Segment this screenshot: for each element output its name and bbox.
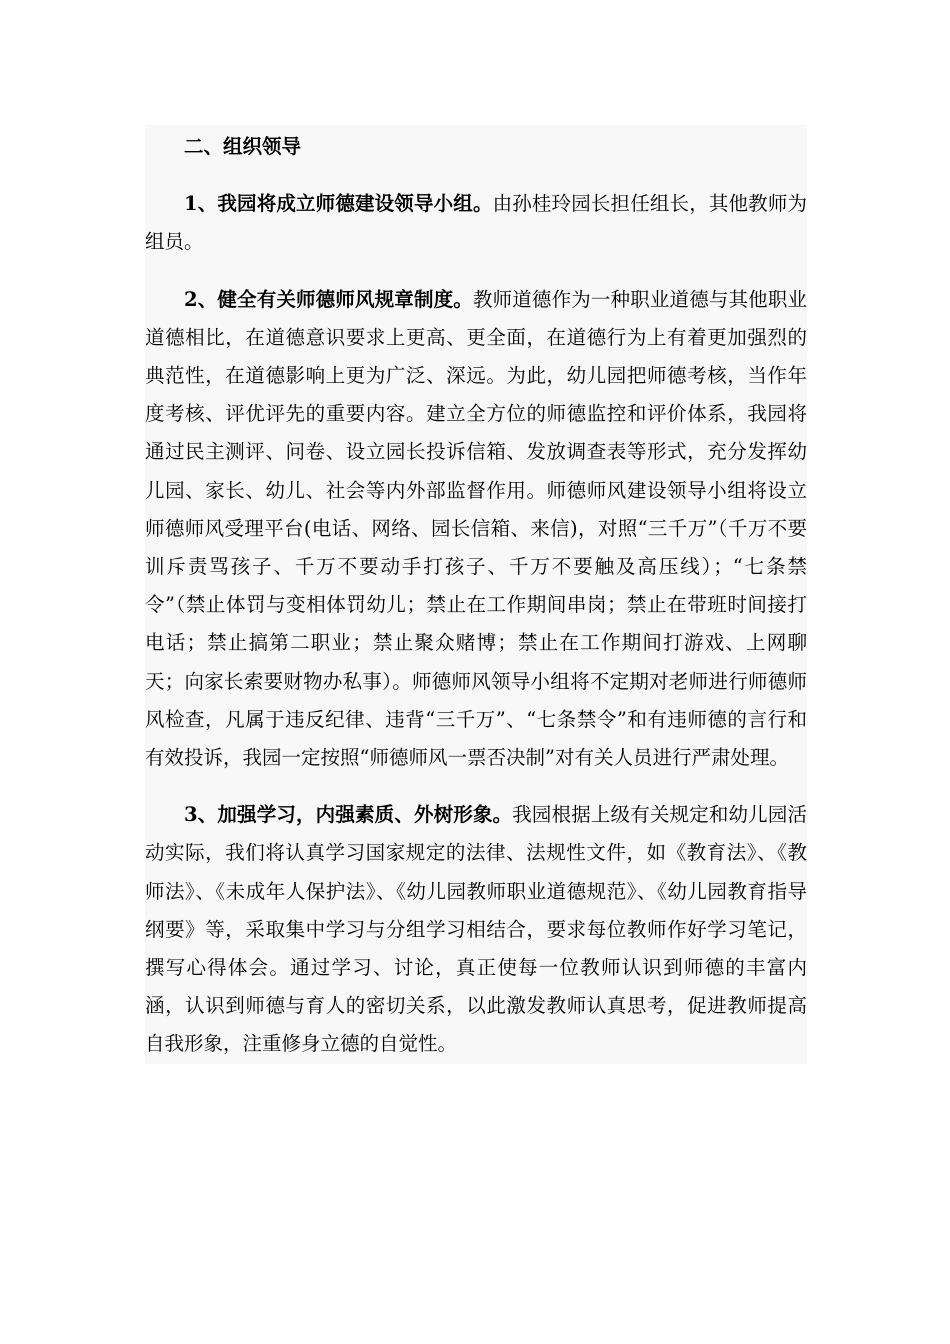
paragraph-rules-system bbox=[145, 281, 807, 778]
paragraph-study bbox=[145, 796, 807, 1063]
section-heading: 二、组织领导 bbox=[184, 135, 302, 158]
document-text-block bbox=[145, 125, 807, 1064]
paragraph-leadership-group bbox=[145, 185, 807, 261]
paragraph-body: 教师道德作为一种职业道德与其他职业道德相比，在道德意识要求上更高、更全面，在道德行为上有着更加强烈的典范性，在道德影响上更为广泛、深远。为此，幼儿园把师德考核，当作年度考核、评优评先的重要内容。建立全方位的师德监控和评价体系，我园将通过民主测评、问卷、设立园长投诉信箱、发放调查表等形式，充分发挥幼儿园、家长、幼儿、社会等内外部监督作用。师德师风建设领导小组将设立师德师风受理平台(电话、网络、园长信箱、来信)，对照“三千万”（千万不要训斥责骂孩子、千万不要动手打孩子、千万不要触及高压线）；“七条禁令”（禁止体罚与变相体罚幼儿；禁止在工作期间串岗；禁止在带班时间接打电话；禁止搞第二职业；禁止聚众赌博；禁止在工作期间打游戏、上网聊天；向家长索要财物办私事）。师德师风领导小组将不定期对老师进行师德师风检查，凡属于违反纪律、违背“三千万”、“七条禁令”和有违师德的言行和有效投诉，我园一定按照“师德师风一票否决制”对有关人员进行严肃处理。 bbox=[145, 287, 807, 770]
paragraph-body: 我园根据上级有关规定和幼儿园活动实际，我们将认真学习国家规定的法律、法规性文件，如《教育法》、《教师法》、《未成年人保护法》、《幼儿园教师职业道德规范》、《幼儿园教育指导纲要》等，采取集中学习与分组学习相结合，要求每位教师作好学习笔记，撰写心得体会。通过学习、讨论，真正使每一位教师认识到师德的丰富内涵，认识到师德与育人的密切关系，以此激发教师认真思考，促进教师提高自我形象，注重修身立德的自觉性。 bbox=[145, 803, 807, 1056]
paragraph-body: 由孙桂玲园长担任组长，其他教师为组员。 bbox=[145, 192, 807, 254]
paragraph-lead: 3、加强学习，内强素质、外树形象。 bbox=[184, 803, 513, 827]
paragraph-lead: 2、健全有关师德师风规章制度。 bbox=[184, 287, 473, 311]
paragraph-lead: 1、我园将成立师德建设领导小组。 bbox=[184, 192, 493, 216]
